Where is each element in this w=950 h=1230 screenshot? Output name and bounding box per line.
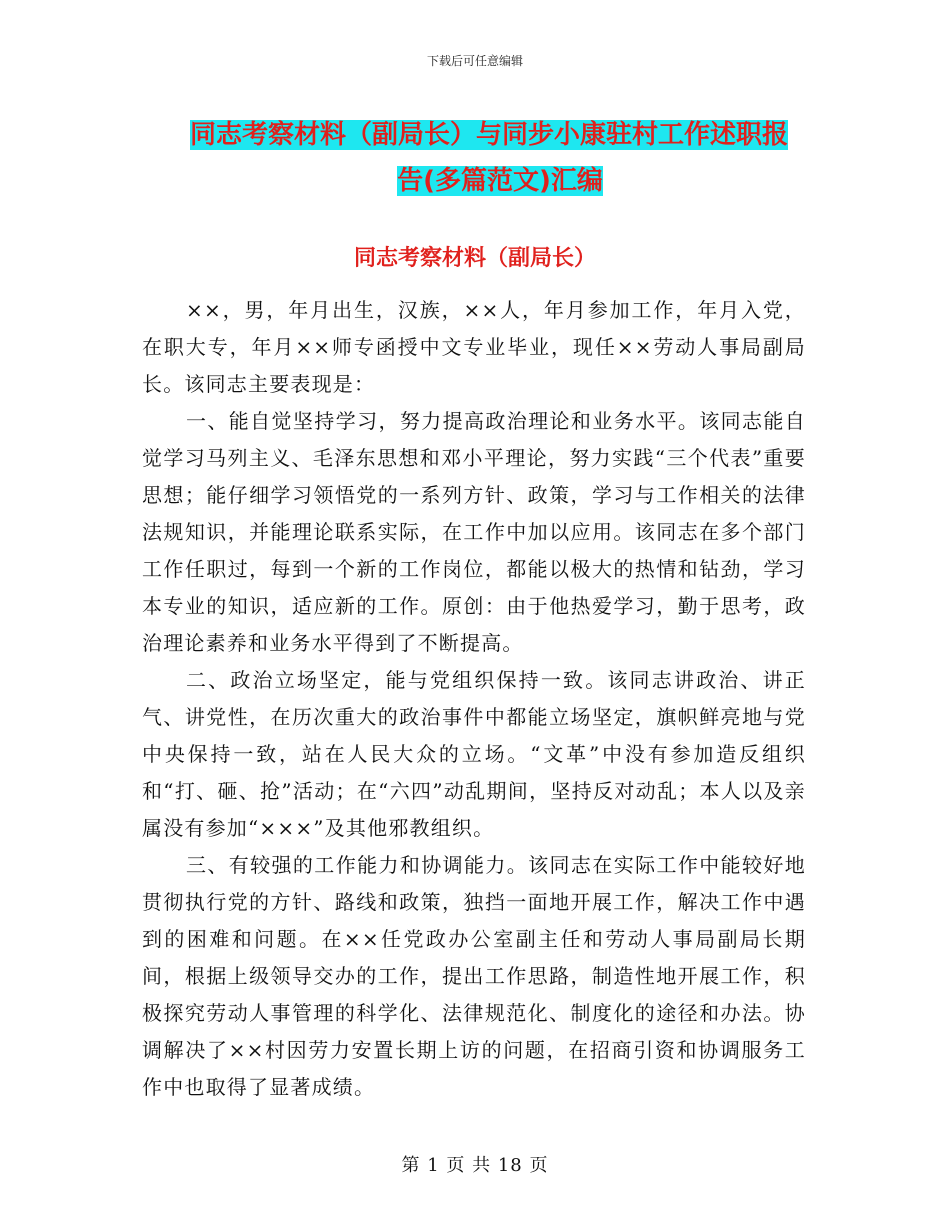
paragraph-work-ability: 三、有较强的工作能力和协调能力。该同志在实际工作中能较好地贯彻执行党的方针、路线和政策，独挡一面地开展工作，解决工作中遇到的困难和问题。在××任党政办公室副主任和劳动人事局副局长期间，根据上级领导交办的工作，提出工作思路，制造性地开展工作，积极探究劳动人事管理的科学化、法律规范化、制度化的途径和办法。协调解决了××村因劳力安置长期上访的问题，在招商引资和协调服务工作中也取得了显著成绩。: [142, 853, 806, 1099]
page-number-footer: 第 1 页 共 18 页: [401, 1155, 549, 1176]
document-title-line-2: 告(多篇范文)汇编: [397, 166, 603, 196]
document-body: [142, 292, 806, 1106]
paragraph-political-stance: 二、政治立场坚定，能与党组织保持一致。该同志讲政治、讲正气、讲党性，在历次重大的政治事件中都能立场坚定，旗帜鲜亮地与党中央保持一致，站在人民大众的立场。“文革”中没有参加造反组织和“打、砸、抢”活动；在“六四”动乱期间，坚持反对动乱；本人以及亲属没有参加“×××”及其他邪教组织。: [142, 668, 806, 840]
section-title: 同志考察材料（副局长）: [353, 246, 596, 271]
document-title: [190, 112, 810, 204]
paragraph-intro: ××，男，年月出生，汉族，××人，年月参加工作，年月入党，在职大专，年月××师专函授中文专业毕业，现任××劳动人事局副局长。该同志主要表现是：: [142, 298, 806, 396]
paragraph-study: 一、能自觉坚持学习，努力提高政治理论和业务水平。该同志能自觉学习马列主义、毛泽东思想和邓小平理论，努力实践“三个代表”重要思想；能仔细学习领悟党的一系列方针、政策，学习与工作相关的法律法规知识，并能理论联系实际，在工作中加以应用。该同志在多个部门工作任职过，每到一个新的工作岗位，都能以极大的热情和钻劲，学习本专业的知识，适应新的工作。原创：由于他热爱学习，勤于思考，政治理论素养和业务水平得到了不断提高。: [142, 409, 806, 655]
page-header: 下载后可任意编辑: [426, 54, 523, 68]
document-title-line-1: 同志考察材料（副局长）与同步小康驻村工作述职报: [190, 120, 789, 150]
